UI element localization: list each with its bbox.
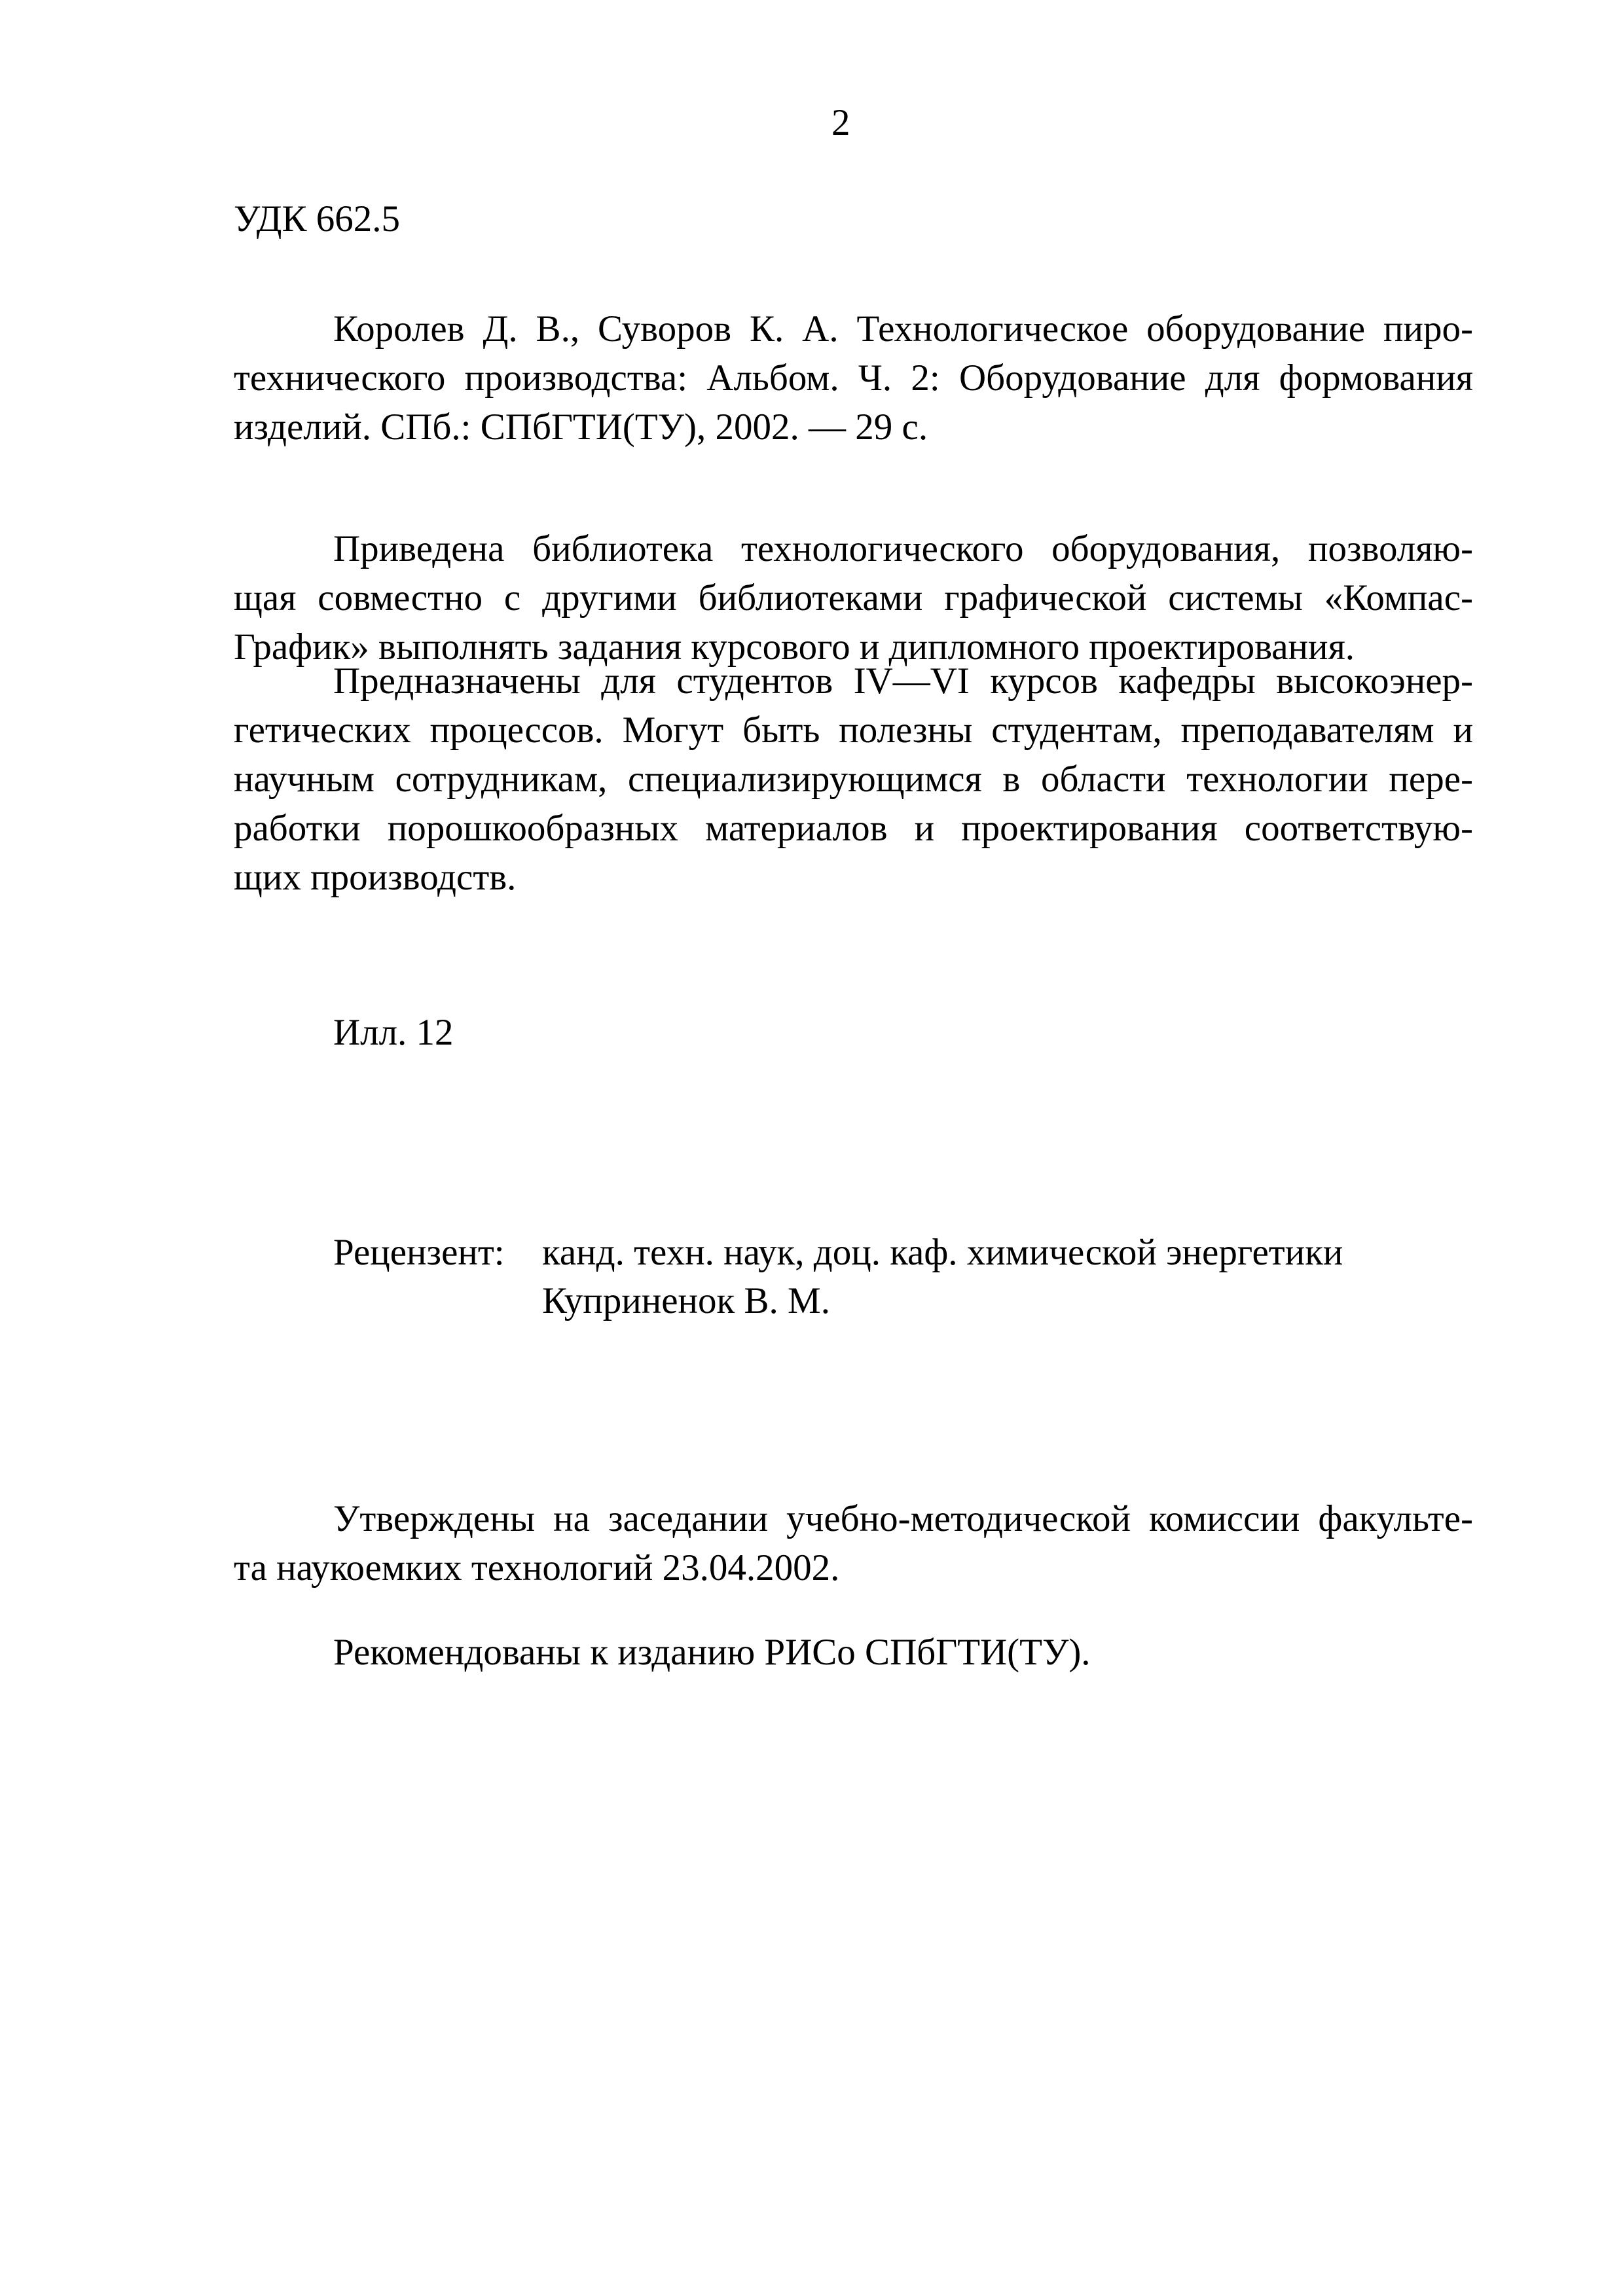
reviewer-line-1: канд. техн. наук, доц. каф. химической энергетики	[542, 1232, 1343, 1273]
bibliography-block	[234, 304, 1473, 452]
abstract-line: щая совместно с другими библиотеками графической системы «Компас-	[234, 577, 1473, 619]
abstract-line: работки порошкообразных материалов и проектирования соответствую-	[234, 808, 1473, 849]
bibliography-line: Королев Д. В., Суворов К. А. Технологическое оборудование пиро-	[333, 308, 1473, 350]
udc-code: УДК 662.5	[234, 198, 400, 240]
abstract-line: гетических процессов. Могут быть полезны студентам, преподавателям и	[234, 709, 1473, 751]
reviewer-line-2: Куприненок В. М.	[542, 1280, 830, 1321]
abstract-line: научным сотрудникам, специализирующимся в области технологии пере-	[234, 759, 1473, 800]
abstract-line: График» выполнять задания курсового и дипломного проектирования.	[234, 626, 1355, 668]
illustrations-count: Илл. 12	[333, 1012, 454, 1053]
recommendation: Рекомендованы к изданию РИСо СПбГТИ(ТУ).	[333, 1632, 1091, 1673]
reviewer-label: Рецензент:	[333, 1232, 505, 1273]
abstract-paragraph-1	[234, 524, 1473, 672]
approval-line: та наукоемких технологий 23.04.2002.	[234, 1547, 840, 1588]
approval-block	[234, 1494, 1473, 1592]
abstract-line: Приведена библиотека технологического оборудования, позволяю-	[333, 528, 1473, 569]
bibliography-line: технического производства: Альбом. Ч. 2: Оборудование для формования	[234, 357, 1473, 399]
approval-line: Утверждены на заседании учебно-методической комиссии факульте-	[333, 1498, 1473, 1539]
page-number: 2	[831, 102, 850, 143]
abstract-line: щих производств.	[234, 857, 517, 898]
abstract-line: Предназначены для студентов IV—VI курсов кафедры высокоэнер-	[333, 660, 1473, 702]
abstract-paragraph-2	[234, 656, 1473, 902]
bibliography-line: изделий. СПб.: СПбГТИ(ТУ), 2002. — 29 с.	[234, 406, 928, 448]
